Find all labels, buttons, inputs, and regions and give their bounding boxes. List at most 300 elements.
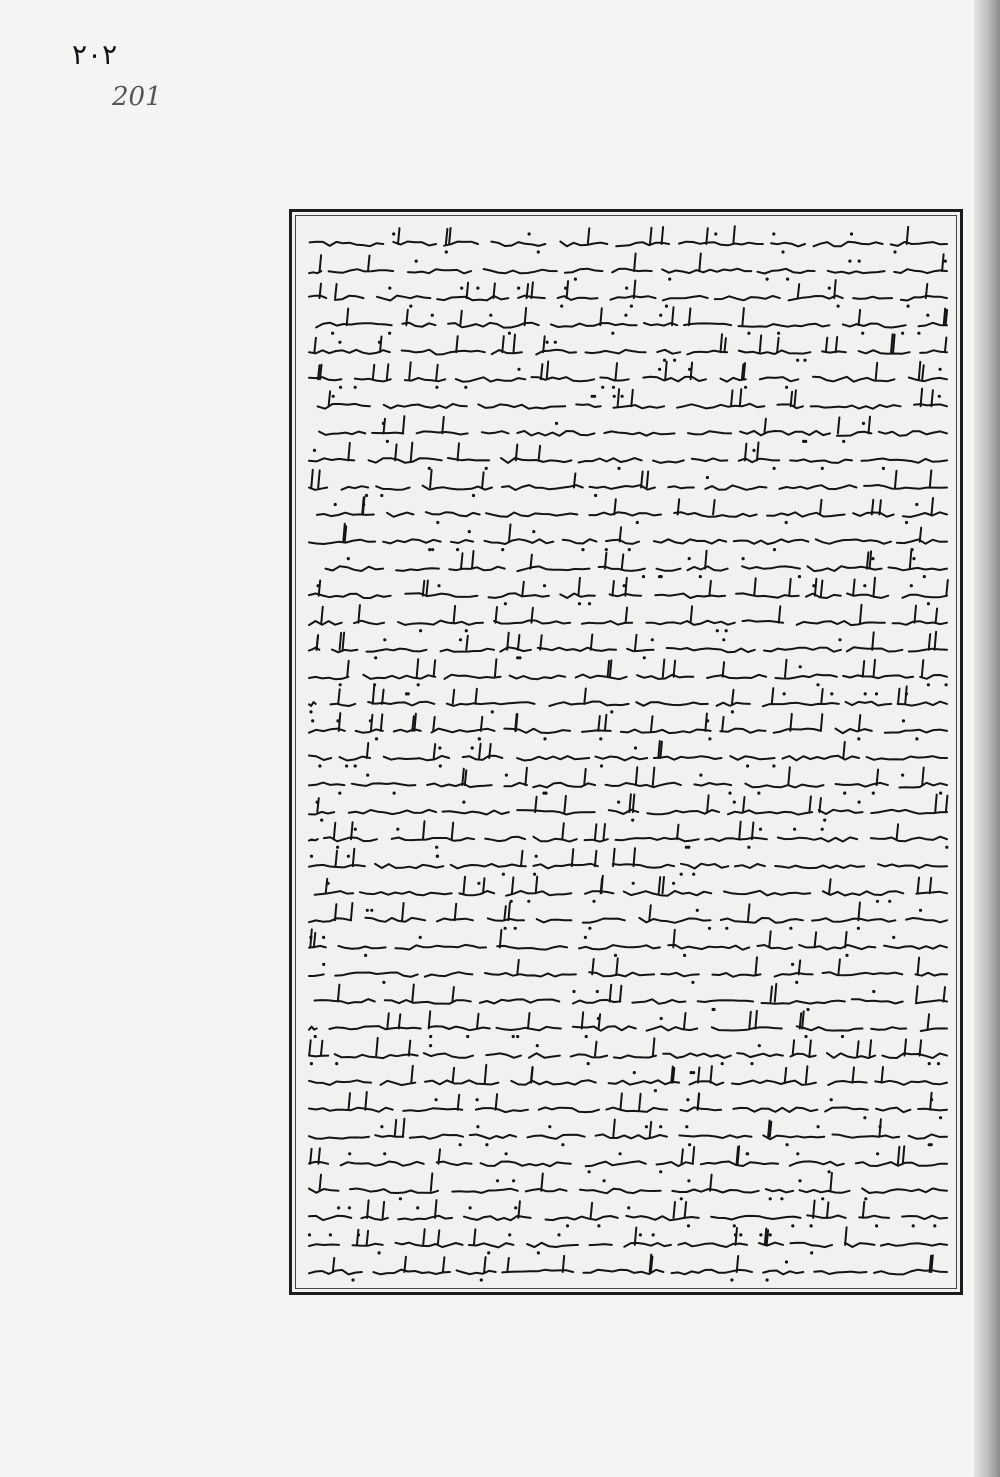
handwritten-text-lines <box>299 219 953 1285</box>
script-dot <box>437 584 440 587</box>
script-dot <box>628 548 631 551</box>
script-stroke <box>930 878 932 894</box>
script-dot <box>339 386 342 389</box>
script-stroke <box>867 552 869 568</box>
script-stroke <box>482 472 484 487</box>
script-dot <box>781 250 784 253</box>
script-stroke <box>409 1041 411 1056</box>
script-line <box>309 957 947 984</box>
script-word <box>526 1189 567 1191</box>
script-word <box>309 756 331 761</box>
script-dot <box>769 1197 772 1200</box>
script-word <box>484 269 557 273</box>
script-word <box>763 1271 803 1275</box>
script-dot <box>823 819 826 822</box>
script-stroke <box>591 1203 593 1218</box>
script-stroke <box>399 1014 401 1028</box>
script-dot <box>725 629 728 632</box>
script-dot <box>772 232 775 235</box>
script-stroke <box>898 1147 900 1164</box>
script-word <box>367 649 427 652</box>
script-word <box>783 756 860 761</box>
script-word <box>595 757 647 761</box>
script-dot <box>508 1233 511 1236</box>
script-word <box>734 539 809 544</box>
script-stroke <box>853 580 855 596</box>
script-dot <box>843 792 846 795</box>
script-stroke <box>785 1068 787 1083</box>
script-word <box>790 1243 832 1247</box>
script-dot <box>777 332 780 335</box>
script-dot <box>933 1224 936 1227</box>
folio-number: ٢٠٢ <box>72 38 118 71</box>
script-stroke <box>382 690 384 704</box>
script-word <box>655 594 725 599</box>
script-word <box>375 864 443 868</box>
script-stroke <box>371 715 373 731</box>
script-word <box>843 675 913 678</box>
script-word <box>482 431 509 433</box>
script-dot <box>857 927 860 930</box>
script-dot <box>872 990 875 993</box>
script-stroke <box>338 985 340 1002</box>
script-dot <box>554 341 557 344</box>
script-stroke <box>605 715 607 731</box>
script-word <box>667 648 755 652</box>
script-dot <box>919 909 922 912</box>
script-dot <box>407 692 410 695</box>
script-word <box>814 1271 866 1274</box>
script-word <box>443 811 509 815</box>
script-stroke <box>509 524 511 541</box>
script-word <box>846 702 892 706</box>
script-word <box>647 1026 698 1031</box>
script-dot <box>795 981 798 984</box>
script-dot <box>804 440 807 443</box>
script-word <box>309 377 341 380</box>
script-stroke <box>897 824 899 839</box>
script-dot <box>308 1233 311 1236</box>
script-word <box>350 1189 438 1194</box>
script-stroke <box>922 660 924 677</box>
script-dot <box>938 395 941 398</box>
script-stroke <box>819 798 821 812</box>
script-stroke <box>521 851 523 866</box>
script-dot <box>862 422 865 425</box>
script-stroke <box>411 1066 413 1083</box>
script-dot <box>375 737 378 740</box>
script-dot <box>683 954 686 957</box>
script-dot <box>548 1125 551 1128</box>
script-stroke <box>772 688 774 704</box>
script-dot <box>459 638 462 641</box>
script-dot <box>930 1098 933 1101</box>
script-stroke <box>754 578 756 595</box>
script-word <box>590 1244 612 1245</box>
script-dot <box>712 1008 715 1011</box>
script-dot <box>578 602 581 605</box>
script-stroke <box>919 362 921 380</box>
script-word <box>852 999 903 1003</box>
script-word <box>451 540 473 543</box>
script-dot <box>841 1035 844 1038</box>
script-stroke <box>815 932 817 947</box>
script-word <box>740 431 830 436</box>
script-stroke <box>504 906 506 920</box>
script-stroke <box>946 796 948 813</box>
script-word <box>662 269 751 273</box>
script-word <box>663 1053 731 1058</box>
script-dot <box>734 1233 737 1236</box>
script-word <box>405 378 445 381</box>
script-dot <box>564 287 567 290</box>
script-stroke <box>368 256 370 272</box>
script-line <box>309 903 947 930</box>
script-dot <box>471 746 474 749</box>
script-word <box>565 269 603 273</box>
script-stroke <box>403 416 405 433</box>
script-dot <box>597 1017 600 1020</box>
script-dot <box>477 882 480 885</box>
script-stroke <box>858 903 860 921</box>
script-word <box>427 784 492 788</box>
script-stroke <box>764 419 766 434</box>
script-stroke <box>434 744 436 758</box>
script-dot <box>348 1152 351 1155</box>
script-line <box>309 848 947 876</box>
script-dot <box>872 792 875 795</box>
script-word <box>589 512 661 515</box>
script-stroke <box>442 417 444 434</box>
script-dot <box>728 792 731 795</box>
script-stroke <box>853 1067 855 1082</box>
script-word <box>775 865 864 868</box>
script-stroke <box>522 582 524 596</box>
script-stroke <box>625 578 627 596</box>
script-stroke <box>775 984 777 1002</box>
script-dot <box>478 737 481 740</box>
script-word <box>464 1216 531 1220</box>
script-word <box>745 784 823 788</box>
script-word <box>828 1081 867 1085</box>
script-dot <box>773 467 776 470</box>
script-word <box>469 1243 514 1247</box>
script-word <box>396 568 439 571</box>
script-word <box>502 485 583 490</box>
script-stroke <box>562 823 564 839</box>
script-stroke <box>699 254 701 272</box>
script-dot <box>945 846 948 849</box>
script-word <box>582 730 611 732</box>
script-stroke <box>613 1120 615 1137</box>
script-stroke <box>838 417 840 433</box>
script-word <box>902 1216 947 1219</box>
script-word <box>408 269 471 273</box>
script-word <box>316 323 392 328</box>
script-stroke <box>357 1230 359 1245</box>
script-word <box>823 972 903 975</box>
script-dot <box>501 548 504 551</box>
script-stroke <box>472 551 474 569</box>
script-line <box>309 362 947 389</box>
script-dot <box>837 305 840 308</box>
script-stroke <box>799 960 801 974</box>
script-stroke <box>456 336 458 352</box>
script-dot <box>505 774 508 777</box>
script-dot <box>514 927 517 930</box>
script-word <box>492 350 522 354</box>
script-dot <box>438 746 441 749</box>
script-dot <box>310 855 313 858</box>
script-stroke <box>740 389 742 406</box>
script-stroke <box>449 228 451 244</box>
script-stroke <box>349 1093 351 1110</box>
script-word <box>920 350 947 353</box>
script-dot <box>596 990 599 993</box>
script-stroke <box>334 823 336 840</box>
script-dot <box>428 467 431 470</box>
script-dot <box>624 314 627 317</box>
script-stroke <box>460 311 462 326</box>
script-word <box>920 675 947 679</box>
script-stroke <box>483 878 485 893</box>
script-dot <box>627 1206 630 1209</box>
script-word <box>338 946 385 949</box>
script-dot <box>396 828 399 831</box>
script-dot <box>378 1251 381 1254</box>
script-word <box>510 676 566 680</box>
script-word <box>790 1161 844 1165</box>
script-line <box>309 578 948 606</box>
script-dot <box>309 936 312 939</box>
script-stroke <box>684 1013 686 1029</box>
script-word <box>425 972 473 977</box>
script-word <box>368 702 434 706</box>
script-word <box>517 756 589 760</box>
script-word <box>624 891 712 896</box>
script-dot <box>439 764 442 767</box>
script-dot <box>785 386 788 389</box>
script-dot <box>369 719 372 722</box>
pencil-shelf-mark: 201 <box>112 82 162 112</box>
script-dot <box>317 584 320 587</box>
script-word <box>663 296 708 300</box>
script-word <box>678 1243 747 1247</box>
script-dot <box>685 1125 688 1128</box>
script-word <box>862 459 948 463</box>
script-word <box>309 783 344 786</box>
script-word <box>889 567 948 570</box>
script-stroke <box>659 877 661 893</box>
script-stroke <box>749 1012 751 1029</box>
script-dot <box>623 584 626 587</box>
script-word <box>643 377 706 382</box>
script-dot <box>882 467 885 470</box>
script-stroke <box>429 1011 431 1028</box>
script-stroke <box>724 338 726 352</box>
script-line <box>319 416 947 443</box>
script-word <box>885 730 947 733</box>
script-word <box>485 837 525 841</box>
script-line <box>309 767 947 795</box>
script-dot <box>487 1251 490 1254</box>
script-stroke <box>658 741 660 758</box>
script-stroke <box>649 905 651 920</box>
script-stroke <box>650 1122 652 1137</box>
script-dot <box>557 1233 560 1236</box>
script-dot <box>518 656 521 659</box>
script-word <box>743 620 784 622</box>
script-word <box>309 918 351 922</box>
script-dot <box>817 1125 820 1128</box>
script-dot <box>366 774 369 777</box>
script-dot <box>879 1125 882 1128</box>
script-stroke <box>663 877 665 893</box>
script-word <box>624 1243 671 1247</box>
script-word <box>681 864 728 869</box>
script-word <box>481 1162 571 1167</box>
script-stroke <box>802 1011 804 1028</box>
script-dot <box>680 1197 683 1200</box>
script-dot <box>374 656 377 659</box>
script-word <box>672 1270 753 1275</box>
script-stroke <box>436 365 438 380</box>
script-dot <box>796 359 799 362</box>
script-word <box>315 891 354 895</box>
script-dot <box>512 1179 515 1182</box>
script-word <box>529 1053 560 1058</box>
script-dot <box>435 1098 438 1101</box>
script-dot <box>747 332 750 335</box>
script-word <box>425 1080 498 1084</box>
script-dot <box>536 1044 539 1047</box>
script-line <box>309 334 947 362</box>
script-stroke <box>756 957 758 974</box>
script-stroke <box>651 716 653 731</box>
script-stroke <box>484 1257 486 1272</box>
script-word <box>363 675 435 679</box>
script-word <box>897 539 947 543</box>
script-dot <box>383 1152 386 1155</box>
script-stroke <box>731 390 733 406</box>
script-word <box>536 350 576 355</box>
script-word <box>309 621 342 625</box>
script-dot <box>692 873 695 876</box>
script-word <box>546 1216 618 1220</box>
script-stroke <box>757 443 759 461</box>
script-dot <box>871 557 874 560</box>
script-dot <box>415 260 418 263</box>
script-stroke <box>920 1040 922 1055</box>
script-word <box>853 513 893 517</box>
text-block-frame <box>289 209 963 1295</box>
script-dot <box>905 521 908 524</box>
script-dot <box>516 1035 519 1038</box>
script-dot <box>614 954 617 957</box>
script-word <box>478 404 565 408</box>
script-word <box>488 918 524 920</box>
script-stroke <box>631 390 633 407</box>
script-word <box>843 324 906 328</box>
script-stroke <box>620 986 622 1002</box>
script-stroke <box>693 1147 695 1164</box>
script-dot <box>796 1152 799 1155</box>
script-word <box>609 1080 680 1084</box>
script-line <box>309 794 947 821</box>
script-stroke <box>821 714 823 731</box>
script-word <box>853 297 892 299</box>
script-dot <box>329 1233 332 1236</box>
script-word <box>894 269 947 273</box>
script-dot <box>772 764 775 767</box>
script-dot <box>810 1251 813 1254</box>
script-dot <box>804 1035 807 1038</box>
script-word <box>814 242 883 247</box>
script-word <box>576 675 627 680</box>
script-word <box>737 1053 783 1057</box>
script-stroke <box>709 581 711 596</box>
script-word <box>551 323 637 327</box>
script-word <box>836 729 872 734</box>
script-stroke <box>830 1173 832 1191</box>
script-stroke <box>639 1094 641 1110</box>
script-dot <box>893 250 896 253</box>
script-word <box>612 269 652 273</box>
script-dot <box>928 1062 931 1065</box>
script-stroke <box>838 959 840 974</box>
script-word <box>538 648 616 651</box>
script-word <box>309 1189 339 1193</box>
script-dot <box>793 828 796 831</box>
script-dot <box>687 846 690 849</box>
script-dot <box>435 386 438 389</box>
script-word <box>921 1028 947 1031</box>
script-word <box>791 1054 816 1057</box>
script-stroke <box>872 632 874 649</box>
script-dot <box>876 1152 879 1155</box>
script-word <box>867 756 947 760</box>
script-stroke <box>461 553 463 568</box>
script-stroke <box>528 1013 530 1029</box>
script-word <box>394 729 421 732</box>
script-dot <box>766 1278 769 1281</box>
script-word <box>864 485 947 489</box>
script-word <box>856 1162 947 1166</box>
script-dot <box>658 575 661 578</box>
script-word <box>881 1243 947 1245</box>
script-stroke <box>479 744 481 758</box>
script-dot <box>354 386 357 389</box>
script-dot <box>472 494 475 497</box>
script-stroke <box>320 255 322 271</box>
script-stroke <box>922 365 924 379</box>
script-word <box>432 729 495 733</box>
script-stroke <box>423 821 425 839</box>
script-dot <box>485 1143 488 1146</box>
script-dot <box>744 386 747 389</box>
script-dot <box>875 1224 878 1227</box>
script-word <box>403 1108 462 1111</box>
script-dot <box>632 882 635 885</box>
script-dot <box>585 1035 588 1038</box>
script-stroke <box>367 1231 369 1245</box>
script-word <box>882 1053 947 1058</box>
script-stroke <box>423 1229 425 1245</box>
script-stroke <box>507 1258 509 1272</box>
script-stroke <box>653 1038 655 1055</box>
script-stroke <box>793 1040 795 1055</box>
script-dot <box>645 1125 648 1128</box>
